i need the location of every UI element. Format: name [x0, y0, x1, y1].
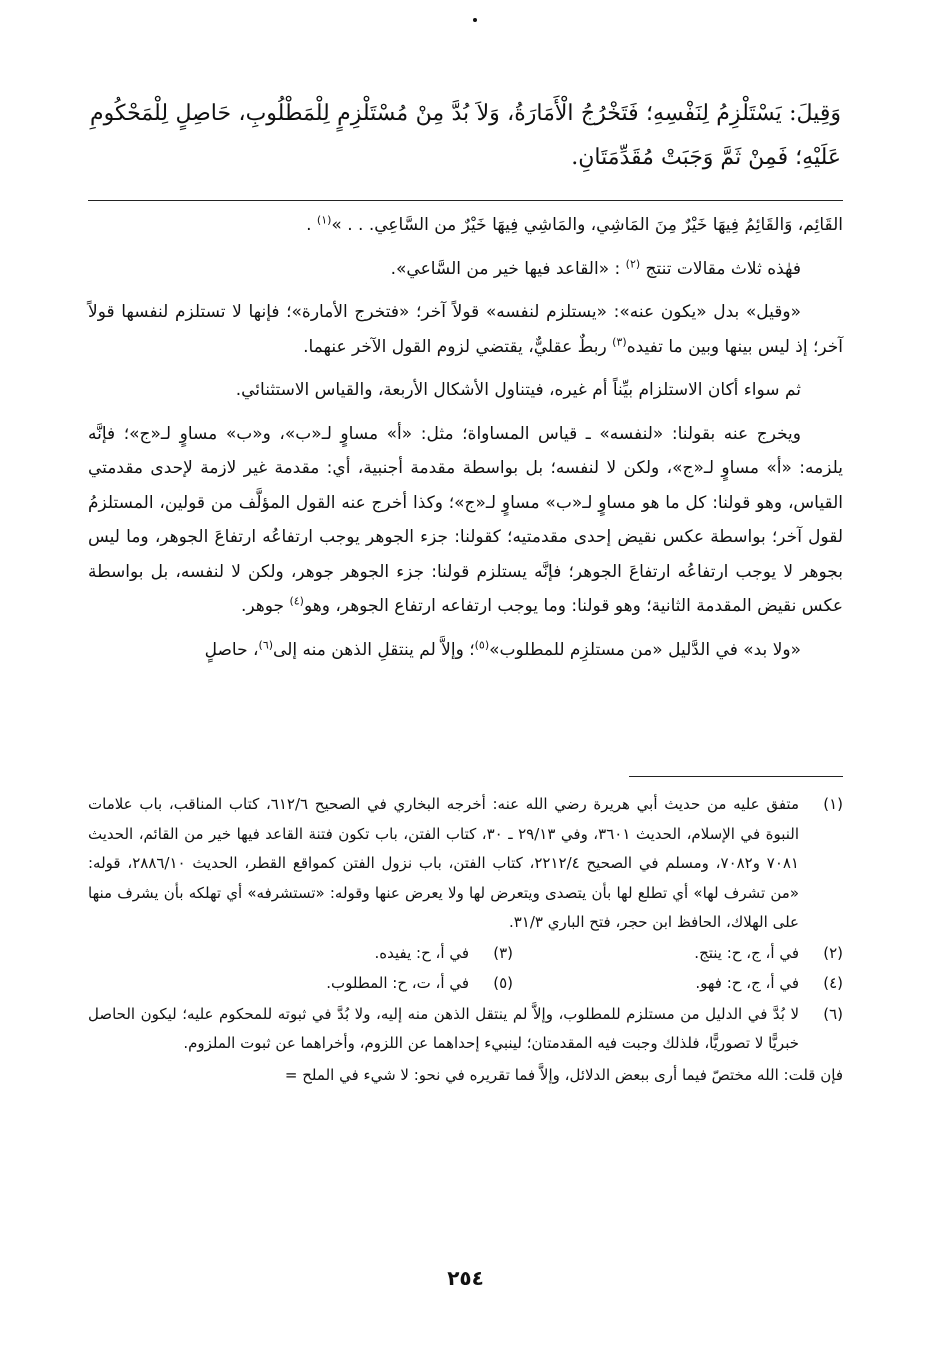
- footnote-text: لا بُدَّ في الدليل من مستلزم للمطلوب، وإلاَّ لم ينتقل الذهن منه إليه، ولا بُدَّ في ثبوته للمحكوم عليه؛ ليكون الحاصل خبريًّا لا تصوريًّا، فلذلك وجبت فيه المقدمتان؛ لينبيء إحداهما عن اللزوم، وأخراهما عن ثبوت الملزوم.: [88, 1004, 799, 1052]
- footnote-text: في أ، ح: يفيده.: [374, 943, 469, 962]
- footnote-number: (٥): [493, 974, 513, 992]
- footnote-continuation: فإن قلت: الله مختصّ فيما أرى ببعض الدلائل، وإلاَّ فما تقريره في نحو: لا شيء في الملح =: [284, 1065, 843, 1084]
- footnote-ref-6[interactable]: (٦): [258, 637, 274, 651]
- commentary-paragraph-5: ويخرج عنه بقولنا: «لنفسه» ـ قياس المساواة؛ مثل: «أ» مساوٍ لـ«ب»، و«ب» مساوٍ لـ«ج»؛ فإنَّه يلزمه: «أ» مساوٍ لـ«ج»، ولكن لا لنفسه؛ بل بواسطة مقدمة أجنبية، أي: مقدمة غير لازمة لإحدى مقدمتي القياس، وهو قولنا: كل ما هو مساوٍ لـ«ب» مساوٍ لـ«ج»؛ وكذا أخرج عنه القول المؤلَّف من قولين، المستلزمُ لقول آخر؛ بواسطة عكس نقيض إحدى مقدمتيه؛ كقولنا: جزء الجوهر يوجب ارتفاعُه ارتفاعَ الجوهر، وما ليس بجوهر لا يوجب ارتفاعُه ارتفاعَ الجوهر؛ فإنَّه يستلزم قولنا: جزء الجوهر جوهر، ولكن لا لنفسه، بل بواسطة عكس نقيض المقدمة الثانية؛ وهو قولنا: وما يوجب ارتفاعه ارتفاع الجوهر، وهو$^{(٤)}$ جوهر.: [88, 423, 843, 616]
- footnote-text: متفق عليه من حديث أبي هريرة رضي الله عنه: أخرجه البخاري في الصحيح ٦١٢/٦، كتاب المناقب، باب علامات النبوة في الإسلام، الحديث ٣٦٠١، وفي ٢٩/١٣ ـ ٣٠، كتاب الفتن، باب تكون فتنة القاعد فيها خير من القائم، الحديث ٧٠٨١ و٧٠٨٢، ومسلم في الصحيح ٢٢١٢/٤، كتاب الفتن، باب نزول الفتن كمواقع القطر، الحديث ٢٨٨٦/١٠، قوله: «من تشرف لها» أي تطلع لها بأن يتصدى ويتعرض لها ولا يعرض عنها وقوله: «تستشرفه» أي تهلكه بأن يشرف منها على الهلاك، الحافظ ابن حجر، فتح الباري ٣١/٣.: [88, 795, 799, 931]
- commentary-paragraph-3: «وقيل» بدل «يكون عنه»: «يستلزم لنفسه» قولاً آخر؛ «فتخرج الأمارة»؛ فإنها لا تستلزم لنفسها قولاً آخر؛ إذ ليس بينها وبين ما تفيده$^{(٣)}$ ربطٌ عقليٌّ، يقتضي لزوم القول الآخر عنهما.: [88, 302, 843, 357]
- footnote-ref-3[interactable]: (٣): [612, 334, 627, 348]
- footnote-ref-2[interactable]: (٢): [625, 256, 641, 270]
- footnote-4: [513, 969, 843, 999]
- commentary-paragraph-4: ثم سواء أكان الاستلزام بيِّناً أم غيره، فيتناول الأشكال الأربعة، والقياس الاستثنائي.: [235, 380, 801, 400]
- footnote-text: في أ، ج، ح: ينتج.: [694, 943, 799, 962]
- footnote-text: في أ، ت، ح: المطلوب.: [326, 974, 469, 992]
- page-number: ٢٥٤: [447, 1266, 484, 1290]
- footnote-5: [183, 969, 513, 999]
- footnote-text: في أ، ج، ح: فهو.: [695, 974, 799, 992]
- commentary: [88, 208, 843, 676]
- footnotes-divider: [629, 776, 843, 777]
- footnote-number: (٤): [823, 974, 843, 992]
- footnote-number: (٢): [823, 943, 843, 962]
- commentary-paragraph-6: «ولا بد» في الدَّليل «من مستلزِم للمطلوب»$^{(٥)}$؛ وإلاَّ لم ينتقلِ الذهن منه إلى$^{(٦)}$، حاصلٍ: [204, 637, 801, 660]
- commentary-paragraph-1: القَائِم، وَالقَائِمُ فِيهَا خَيْرٌ مِنَ المَاشِي، والمَاشِي فِيهَا خَيْرٌ من السَّاعِي. . . »$^{(١)}$ .: [306, 213, 843, 235]
- footnote-3: [183, 939, 513, 969]
- footnote-number: (١): [823, 795, 843, 813]
- footnote-number: (٣): [493, 943, 513, 962]
- top-mark: [473, 18, 477, 22]
- footnote-number: (٦): [823, 1004, 843, 1023]
- footnote-6: [88, 1000, 843, 1059]
- main-text: [90, 92, 841, 180]
- footnote-row-2-3: [88, 939, 843, 969]
- footnote-2: [513, 939, 843, 969]
- footnote-ref-4[interactable]: (٤): [289, 594, 304, 608]
- main-text-divider: [88, 200, 843, 201]
- footnotes: [88, 790, 843, 1090]
- commentary-paragraph-2: فهٰذه ثلاث مقالات تنتج $^{(٢)}$ : «القاعد فيها خير من السَّاعي».: [390, 256, 801, 279]
- footnote-1: [88, 790, 843, 938]
- footnote-ref-1[interactable]: (١): [316, 213, 332, 227]
- footnote-row-4-5: [88, 969, 843, 999]
- main-text-body: وَقِيلَ: يَسْتَلْزِمُ لِنَفْسِهِ؛ فَتَخْرُجُ الْأَمَارَةُ، وَلاَ بُدَّ مِنْ مُسْتَلْزِمٍ لِلْمَطْلُوبِ، حَاصِلٍ لِلْمَحْكُومِ عَلَيْهِ؛ فَمِنْ ثَمَّ وَجَبَتْ مُقَدِّمَتَانِ.: [90, 101, 841, 170]
- footnote-ref-5[interactable]: (٥): [474, 637, 490, 651]
